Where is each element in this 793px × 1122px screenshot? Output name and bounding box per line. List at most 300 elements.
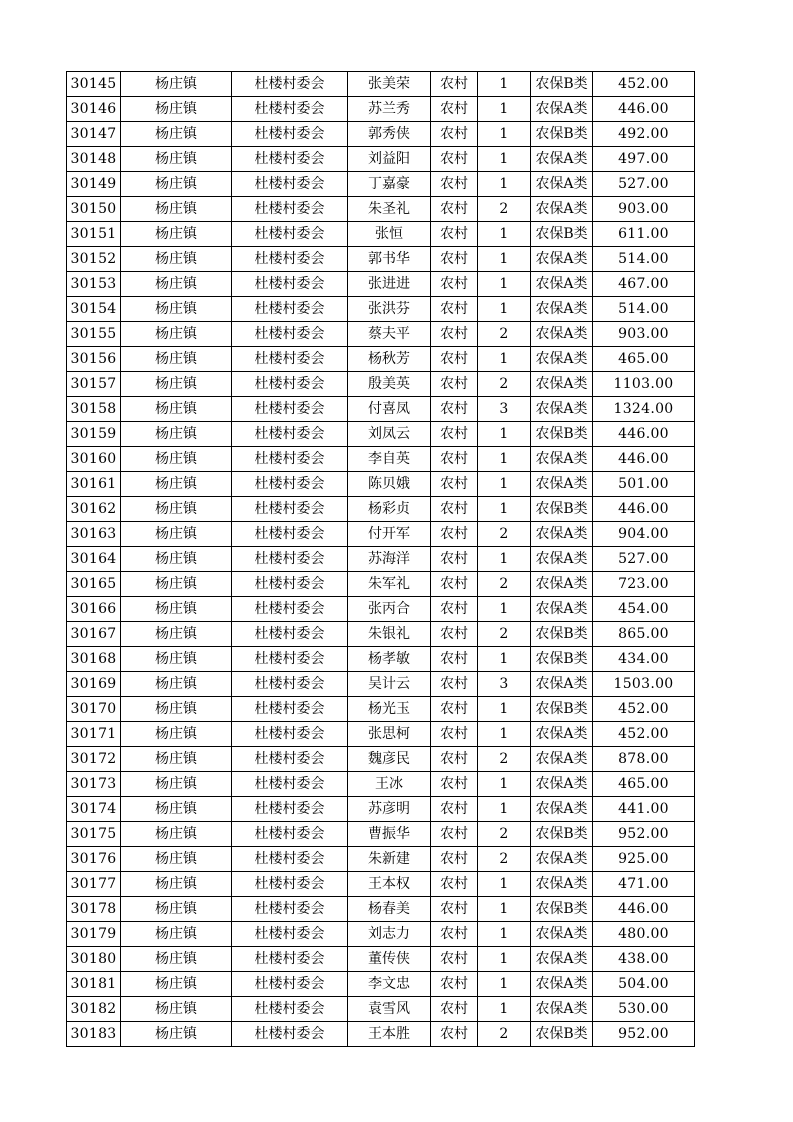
cell-amount: 471.00 [593, 872, 695, 897]
cell-person-name: 曹振华 [348, 822, 431, 847]
cell-record-id: 30165 [67, 572, 121, 597]
cell-insurance-type: 农保A类 [531, 722, 593, 747]
table-row [67, 322, 695, 347]
table-row [67, 72, 695, 97]
cell-amount: 434.00 [593, 647, 695, 672]
cell-village: 杜楼村委会 [232, 597, 348, 622]
cell-insurance-type: 农保A类 [531, 972, 593, 997]
cell-village: 杜楼村委会 [232, 947, 348, 972]
cell-village: 杜楼村委会 [232, 772, 348, 797]
cell-village: 杜楼村委会 [232, 347, 348, 372]
cell-amount: 514.00 [593, 297, 695, 322]
cell-person-name: 吴计云 [348, 672, 431, 697]
cell-amount: 1324.00 [593, 397, 695, 422]
table-row [67, 697, 695, 722]
cell-person-name: 郭书华 [348, 247, 431, 272]
cell-record-id: 30173 [67, 772, 121, 797]
cell-village: 杜楼村委会 [232, 647, 348, 672]
cell-town: 杨庄镇 [121, 497, 232, 522]
cell-record-id: 30178 [67, 897, 121, 922]
cell-category: 农村 [431, 397, 478, 422]
cell-record-id: 30175 [67, 822, 121, 847]
cell-insurance-type: 农保A类 [531, 747, 593, 772]
cell-count: 1 [478, 922, 531, 947]
cell-category: 农村 [431, 297, 478, 322]
cell-category: 农村 [431, 372, 478, 397]
cell-town: 杨庄镇 [121, 647, 232, 672]
cell-insurance-type: 农保A类 [531, 797, 593, 822]
table-row [67, 172, 695, 197]
cell-village: 杜楼村委会 [232, 197, 348, 222]
cell-count: 1 [478, 997, 531, 1022]
cell-person-name: 张丙合 [348, 597, 431, 622]
table-row [67, 422, 695, 447]
cell-town: 杨庄镇 [121, 672, 232, 697]
cell-count: 1 [478, 647, 531, 672]
cell-insurance-type: 农保A类 [531, 572, 593, 597]
cell-town: 杨庄镇 [121, 172, 232, 197]
cell-person-name: 刘凤云 [348, 422, 431, 447]
cell-insurance-type: 农保B类 [531, 422, 593, 447]
cell-village: 杜楼村委会 [232, 172, 348, 197]
table-row [67, 447, 695, 472]
cell-category: 农村 [431, 72, 478, 97]
cell-town: 杨庄镇 [121, 422, 232, 447]
cell-town: 杨庄镇 [121, 122, 232, 147]
cell-category: 农村 [431, 972, 478, 997]
cell-insurance-type: 农保A类 [531, 97, 593, 122]
cell-insurance-type: 农保A类 [531, 372, 593, 397]
cell-count: 1 [478, 797, 531, 822]
cell-person-name: 董传侠 [348, 947, 431, 972]
cell-count: 2 [478, 372, 531, 397]
cell-record-id: 30176 [67, 847, 121, 872]
table-row [67, 922, 695, 947]
cell-amount: 865.00 [593, 622, 695, 647]
cell-category: 农村 [431, 847, 478, 872]
cell-town: 杨庄镇 [121, 522, 232, 547]
cell-person-name: 张恒 [348, 222, 431, 247]
cell-count: 1 [478, 947, 531, 972]
cell-village: 杜楼村委会 [232, 322, 348, 347]
cell-category: 农村 [431, 672, 478, 697]
cell-count: 2 [478, 197, 531, 222]
cell-village: 杜楼村委会 [232, 447, 348, 472]
cell-village: 杜楼村委会 [232, 397, 348, 422]
cell-village: 杜楼村委会 [232, 297, 348, 322]
cell-count: 3 [478, 672, 531, 697]
cell-category: 农村 [431, 722, 478, 747]
cell-insurance-type: 农保B类 [531, 72, 593, 97]
cell-record-id: 30156 [67, 347, 121, 372]
cell-amount: 465.00 [593, 772, 695, 797]
cell-insurance-type: 农保A类 [531, 597, 593, 622]
cell-person-name: 张进进 [348, 272, 431, 297]
cell-category: 农村 [431, 122, 478, 147]
cell-amount: 723.00 [593, 572, 695, 597]
cell-town: 杨庄镇 [121, 747, 232, 772]
cell-count: 1 [478, 697, 531, 722]
cell-amount: 465.00 [593, 347, 695, 372]
cell-count: 1 [478, 272, 531, 297]
cell-count: 2 [478, 322, 531, 347]
cell-category: 农村 [431, 1022, 478, 1047]
cell-village: 杜楼村委会 [232, 822, 348, 847]
table-row [67, 297, 695, 322]
cell-record-id: 30169 [67, 672, 121, 697]
cell-town: 杨庄镇 [121, 447, 232, 472]
table-row [67, 222, 695, 247]
cell-category: 农村 [431, 947, 478, 972]
table-row [67, 347, 695, 372]
cell-record-id: 30166 [67, 597, 121, 622]
table-row [67, 472, 695, 497]
cell-town: 杨庄镇 [121, 622, 232, 647]
cell-insurance-type: 农保A类 [531, 447, 593, 472]
cell-village: 杜楼村委会 [232, 272, 348, 297]
cell-record-id: 30157 [67, 372, 121, 397]
cell-insurance-type: 农保A类 [531, 997, 593, 1022]
table-row [67, 997, 695, 1022]
cell-person-name: 杨光玉 [348, 697, 431, 722]
table-row [67, 372, 695, 397]
table-row [67, 772, 695, 797]
cell-category: 农村 [431, 522, 478, 547]
cell-person-name: 朱圣礼 [348, 197, 431, 222]
table-row [67, 747, 695, 772]
cell-person-name: 苏兰秀 [348, 97, 431, 122]
cell-record-id: 30148 [67, 147, 121, 172]
cell-category: 农村 [431, 97, 478, 122]
cell-village: 杜楼村委会 [232, 672, 348, 697]
cell-count: 1 [478, 447, 531, 472]
cell-record-id: 30154 [67, 297, 121, 322]
cell-town: 杨庄镇 [121, 697, 232, 722]
cell-person-name: 王冰 [348, 772, 431, 797]
cell-person-name: 丁嘉豪 [348, 172, 431, 197]
cell-count: 1 [478, 472, 531, 497]
cell-village: 杜楼村委会 [232, 547, 348, 572]
cell-record-id: 30177 [67, 872, 121, 897]
cell-insurance-type: 农保A类 [531, 322, 593, 347]
cell-town: 杨庄镇 [121, 97, 232, 122]
cell-amount: 452.00 [593, 722, 695, 747]
cell-amount: 904.00 [593, 522, 695, 547]
cell-amount: 446.00 [593, 97, 695, 122]
cell-town: 杨庄镇 [121, 147, 232, 172]
table-row [67, 972, 695, 997]
cell-town: 杨庄镇 [121, 1022, 232, 1047]
cell-insurance-type: 农保A类 [531, 922, 593, 947]
table-row [67, 822, 695, 847]
cell-person-name: 杨彩贞 [348, 497, 431, 522]
cell-record-id: 30174 [67, 797, 121, 822]
cell-person-name: 张美荣 [348, 72, 431, 97]
cell-category: 农村 [431, 922, 478, 947]
cell-count: 1 [478, 497, 531, 522]
cell-count: 2 [478, 747, 531, 772]
cell-insurance-type: 农保A类 [531, 147, 593, 172]
cell-person-name: 王本权 [348, 872, 431, 897]
cell-amount: 514.00 [593, 247, 695, 272]
cell-record-id: 30172 [67, 747, 121, 772]
cell-town: 杨庄镇 [121, 272, 232, 297]
cell-insurance-type: 农保B类 [531, 222, 593, 247]
table-row [67, 497, 695, 522]
cell-village: 杜楼村委会 [232, 697, 348, 722]
cell-count: 1 [478, 247, 531, 272]
cell-category: 农村 [431, 247, 478, 272]
cell-category: 农村 [431, 322, 478, 347]
cell-town: 杨庄镇 [121, 922, 232, 947]
cell-record-id: 30182 [67, 997, 121, 1022]
table-row [67, 522, 695, 547]
cell-town: 杨庄镇 [121, 472, 232, 497]
cell-person-name: 杨秋芳 [348, 347, 431, 372]
table-row [67, 247, 695, 272]
cell-town: 杨庄镇 [121, 947, 232, 972]
cell-village: 杜楼村委会 [232, 572, 348, 597]
cell-amount: 903.00 [593, 197, 695, 222]
cell-village: 杜楼村委会 [232, 972, 348, 997]
cell-amount: 1503.00 [593, 672, 695, 697]
table-body [67, 72, 695, 1047]
cell-village: 杜楼村委会 [232, 122, 348, 147]
cell-insurance-type: 农保A类 [531, 297, 593, 322]
table-row [67, 797, 695, 822]
cell-town: 杨庄镇 [121, 372, 232, 397]
cell-category: 农村 [431, 772, 478, 797]
cell-amount: 903.00 [593, 322, 695, 347]
cell-amount: 446.00 [593, 897, 695, 922]
cell-count: 3 [478, 397, 531, 422]
cell-person-name: 付喜凤 [348, 397, 431, 422]
cell-category: 农村 [431, 797, 478, 822]
cell-record-id: 30168 [67, 647, 121, 672]
table-row [67, 1022, 695, 1047]
cell-record-id: 30167 [67, 622, 121, 647]
cell-record-id: 30183 [67, 1022, 121, 1047]
cell-record-id: 30147 [67, 122, 121, 147]
cell-record-id: 30150 [67, 197, 121, 222]
cell-category: 农村 [431, 747, 478, 772]
cell-insurance-type: 农保A类 [531, 247, 593, 272]
cell-amount: 530.00 [593, 997, 695, 1022]
cell-village: 杜楼村委会 [232, 897, 348, 922]
cell-person-name: 朱新建 [348, 847, 431, 872]
cell-record-id: 30170 [67, 697, 121, 722]
table-row [67, 722, 695, 747]
cell-town: 杨庄镇 [121, 297, 232, 322]
cell-count: 1 [478, 97, 531, 122]
cell-count: 1 [478, 422, 531, 447]
cell-insurance-type: 农保B类 [531, 647, 593, 672]
cell-town: 杨庄镇 [121, 247, 232, 272]
table-row [67, 897, 695, 922]
cell-village: 杜楼村委会 [232, 722, 348, 747]
cell-insurance-type: 农保B类 [531, 822, 593, 847]
cell-village: 杜楼村委会 [232, 522, 348, 547]
cell-town: 杨庄镇 [121, 997, 232, 1022]
cell-village: 杜楼村委会 [232, 72, 348, 97]
table-row [67, 547, 695, 572]
cell-insurance-type: 农保A类 [531, 197, 593, 222]
cell-village: 杜楼村委会 [232, 472, 348, 497]
cell-amount: 527.00 [593, 547, 695, 572]
cell-count: 1 [478, 222, 531, 247]
table-row [67, 622, 695, 647]
cell-village: 杜楼村委会 [232, 847, 348, 872]
cell-town: 杨庄镇 [121, 222, 232, 247]
cell-town: 杨庄镇 [121, 772, 232, 797]
cell-count: 2 [478, 822, 531, 847]
cell-town: 杨庄镇 [121, 597, 232, 622]
cell-person-name: 刘益阳 [348, 147, 431, 172]
cell-amount: 952.00 [593, 1022, 695, 1047]
cell-amount: 501.00 [593, 472, 695, 497]
cell-person-name: 张洪芬 [348, 297, 431, 322]
cell-count: 1 [478, 722, 531, 747]
cell-record-id: 30180 [67, 947, 121, 972]
cell-count: 2 [478, 1022, 531, 1047]
cell-amount: 452.00 [593, 697, 695, 722]
cell-town: 杨庄镇 [121, 872, 232, 897]
cell-amount: 446.00 [593, 497, 695, 522]
cell-person-name: 苏海洋 [348, 547, 431, 572]
cell-village: 杜楼村委会 [232, 422, 348, 447]
cell-insurance-type: 农保A类 [531, 522, 593, 547]
cell-category: 农村 [431, 572, 478, 597]
cell-insurance-type: 农保A类 [531, 272, 593, 297]
cell-person-name: 袁雪风 [348, 997, 431, 1022]
cell-village: 杜楼村委会 [232, 997, 348, 1022]
cell-person-name: 苏彦明 [348, 797, 431, 822]
table-row [67, 597, 695, 622]
cell-record-id: 30181 [67, 972, 121, 997]
cell-village: 杜楼村委会 [232, 747, 348, 772]
cell-amount: 1103.00 [593, 372, 695, 397]
cell-count: 1 [478, 547, 531, 572]
cell-count: 2 [478, 847, 531, 872]
cell-count: 2 [478, 522, 531, 547]
cell-insurance-type: 农保B类 [531, 622, 593, 647]
table-row [67, 397, 695, 422]
cell-record-id: 30163 [67, 522, 121, 547]
cell-town: 杨庄镇 [121, 347, 232, 372]
cell-count: 1 [478, 772, 531, 797]
table-row [67, 847, 695, 872]
cell-record-id: 30152 [67, 247, 121, 272]
cell-person-name: 杨春美 [348, 897, 431, 922]
cell-person-name: 杨孝敏 [348, 647, 431, 672]
cell-amount: 878.00 [593, 747, 695, 772]
cell-record-id: 30179 [67, 922, 121, 947]
cell-category: 农村 [431, 172, 478, 197]
cell-town: 杨庄镇 [121, 72, 232, 97]
cell-category: 农村 [431, 697, 478, 722]
cell-count: 2 [478, 572, 531, 597]
cell-record-id: 30145 [67, 72, 121, 97]
cell-village: 杜楼村委会 [232, 97, 348, 122]
cell-amount: 446.00 [593, 422, 695, 447]
cell-category: 农村 [431, 197, 478, 222]
cell-record-id: 30159 [67, 422, 121, 447]
table-row [67, 672, 695, 697]
cell-town: 杨庄镇 [121, 197, 232, 222]
cell-person-name: 刘志力 [348, 922, 431, 947]
cell-village: 杜楼村委会 [232, 622, 348, 647]
table-row [67, 97, 695, 122]
cell-insurance-type: 农保B类 [531, 122, 593, 147]
cell-person-name: 殷美英 [348, 372, 431, 397]
cell-town: 杨庄镇 [121, 822, 232, 847]
table-row [67, 122, 695, 147]
cell-village: 杜楼村委会 [232, 797, 348, 822]
cell-count: 1 [478, 897, 531, 922]
cell-count: 1 [478, 872, 531, 897]
cell-person-name: 蔡夫平 [348, 322, 431, 347]
cell-amount: 454.00 [593, 597, 695, 622]
cell-person-name: 朱军礼 [348, 572, 431, 597]
cell-category: 农村 [431, 347, 478, 372]
cell-insurance-type: 农保B类 [531, 497, 593, 522]
cell-category: 农村 [431, 872, 478, 897]
cell-category: 农村 [431, 647, 478, 672]
cell-amount: 527.00 [593, 172, 695, 197]
cell-amount: 438.00 [593, 947, 695, 972]
cell-town: 杨庄镇 [121, 547, 232, 572]
cell-count: 1 [478, 597, 531, 622]
cell-category: 农村 [431, 897, 478, 922]
cell-count: 2 [478, 622, 531, 647]
cell-count: 1 [478, 122, 531, 147]
cell-record-id: 30149 [67, 172, 121, 197]
cell-village: 杜楼村委会 [232, 147, 348, 172]
cell-record-id: 30171 [67, 722, 121, 747]
table-row [67, 872, 695, 897]
cell-town: 杨庄镇 [121, 797, 232, 822]
cell-insurance-type: 农保A类 [531, 347, 593, 372]
cell-insurance-type: 农保B类 [531, 697, 593, 722]
cell-insurance-type: 农保A类 [531, 547, 593, 572]
cell-category: 农村 [431, 222, 478, 247]
cell-category: 农村 [431, 472, 478, 497]
cell-insurance-type: 农保A类 [531, 472, 593, 497]
cell-amount: 446.00 [593, 447, 695, 472]
cell-category: 农村 [431, 147, 478, 172]
cell-town: 杨庄镇 [121, 397, 232, 422]
table-row [67, 197, 695, 222]
cell-record-id: 30164 [67, 547, 121, 572]
cell-category: 农村 [431, 422, 478, 447]
cell-count: 1 [478, 972, 531, 997]
cell-person-name: 朱银礼 [348, 622, 431, 647]
cell-town: 杨庄镇 [121, 572, 232, 597]
cell-record-id: 30153 [67, 272, 121, 297]
cell-town: 杨庄镇 [121, 722, 232, 747]
cell-town: 杨庄镇 [121, 322, 232, 347]
cell-category: 农村 [431, 447, 478, 472]
cell-person-name: 付开军 [348, 522, 431, 547]
cell-insurance-type: 农保A类 [531, 397, 593, 422]
cell-person-name: 李自英 [348, 447, 431, 472]
cell-category: 农村 [431, 997, 478, 1022]
cell-person-name: 郭秀侠 [348, 122, 431, 147]
cell-insurance-type: 农保B类 [531, 1022, 593, 1047]
cell-category: 农村 [431, 272, 478, 297]
table-row [67, 947, 695, 972]
cell-category: 农村 [431, 622, 478, 647]
